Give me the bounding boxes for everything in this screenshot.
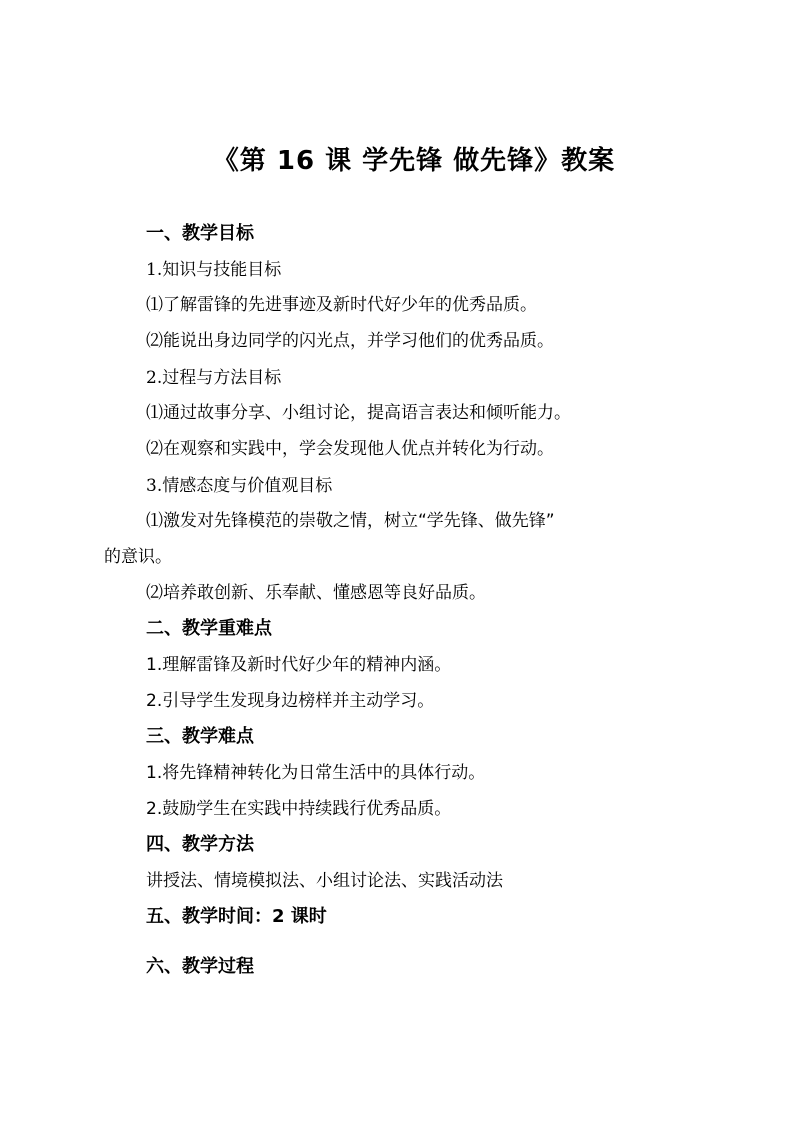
paragraph-line: 1.将先锋精神转化为日常生活中的具体行动。	[146, 763, 486, 783]
paragraph-line-continued: 的意识。	[104, 547, 172, 567]
document-title: 《第 16 课 学先锋 做先锋》教案	[212, 146, 616, 176]
paragraph-line: 2.引导学生发现身边榜样并主动学习。	[146, 691, 435, 711]
section-heading-methods: 四、教学方法	[146, 834, 254, 855]
section-heading-time: 五、教学时间：2 课时	[146, 906, 327, 927]
paragraph-line: 1.理解雷锋及新时代好少年的精神内涵。	[146, 655, 452, 675]
subheading-knowledge-skills: 1.知识与技能目标	[146, 260, 282, 280]
section-heading-difficulties: 三、教学难点	[146, 726, 254, 747]
paragraph-line: 2.鼓励学生在实践中持续践行优秀品质。	[146, 799, 452, 819]
subheading-process-method: 2.过程与方法目标	[146, 368, 282, 388]
paragraph-line: ⑵培养敢创新、乐奉献、懂感恩等良好品质。	[146, 583, 486, 603]
section-heading-process: 六、教学过程	[146, 956, 254, 977]
paragraph-line: ⑴激发对先锋模范的崇敬之情，树立“学先锋、做先锋”	[146, 511, 555, 531]
paragraph-line: ⑵在观察和实践中，学会发现他人优点并转化为行动。	[146, 439, 554, 459]
section-heading-key-difficulties: 二、教学重难点	[146, 618, 272, 639]
subheading-emotion-values: 3.情感态度与价值观目标	[146, 476, 333, 496]
paragraph-line: ⑵能说出身边同学的闪光点，并学习他们的优秀品质。	[146, 331, 554, 351]
section-heading-objectives: 一、教学目标	[146, 223, 254, 244]
paragraph-line: ⑴了解雷锋的先进事迹及新时代好少年的优秀品质。	[146, 295, 537, 315]
paragraph-line: ⑴通过故事分享、小组讨论，提高语言表达和倾听能力。	[146, 403, 571, 423]
paragraph-line: 讲授法、情境模拟法、小组讨论法、实践活动法	[146, 871, 503, 891]
